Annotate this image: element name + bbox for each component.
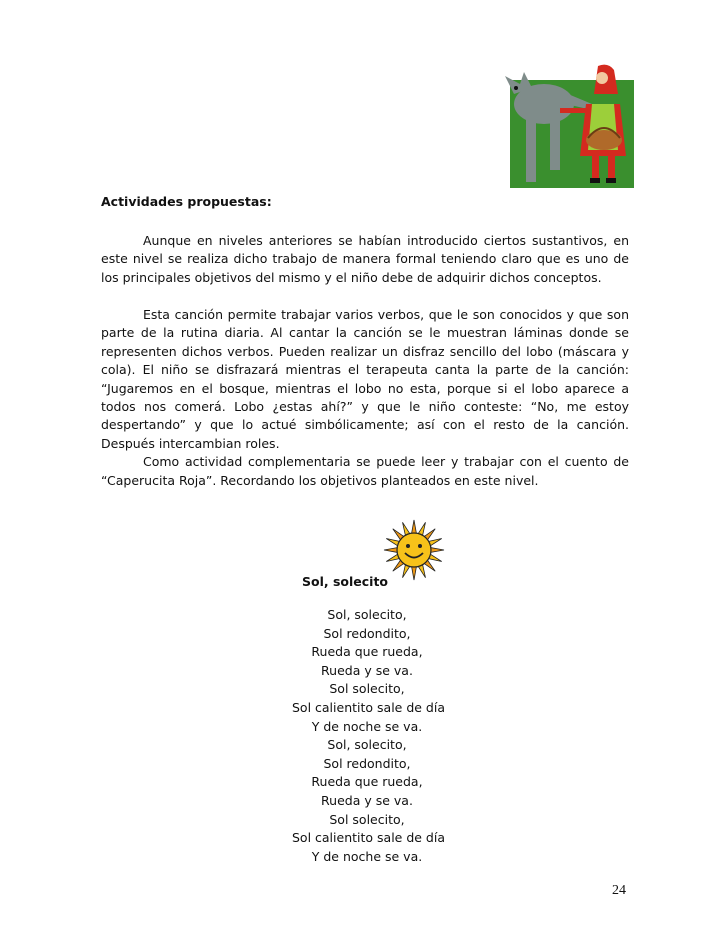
lyric-line: Sol redondito,	[323, 625, 411, 641]
sun-icon	[382, 518, 446, 582]
lyric-line: Sol solecito,	[329, 681, 405, 697]
lyric-line: Sol calientito sale de día	[292, 830, 445, 846]
lyric-line: Sol, solecito,	[327, 607, 407, 622]
paragraph-activity	[101, 306, 629, 490]
lyric-line: Sol, solecito,	[327, 737, 407, 753]
page-number: 24	[612, 883, 626, 898]
paragraph-intro-text: Aunque en niveles anteriores se habían introducido ciertos sustantivos, en este nivel se realiza dicho trabajo de manera formal teniendo claro que es uno de los principales objetivos del mismo y el niño debe de adquirir dichos conceptos.	[101, 233, 629, 285]
sun-face	[397, 533, 431, 567]
paragraph-intro	[101, 232, 629, 287]
song-title: Sol, solecito	[302, 574, 389, 589]
paragraph-activity-text: Esta canción permite trabajar varios verbos, que le son conocidos y que son parte de la rutina diaria. Al cantar la canción se le muestran láminas donde se representen dichos verbos. Pueden realizar un disfraz sencillo del lobo (máscara y cola). El niño se disfrazará mientras el terapeuta canta la parte de la canción: “Jugaremos en el bosque, mientras el lobo no esta, porque si el lobo aparece a todos nos comerá. Lobo ¿estas ahí?” y que le niño conteste: “No, me estoy despertando” y que lo actué simbólicamente; así con el resto de la canción. Después intercambian roles.	[101, 307, 629, 451]
sun-ray	[430, 547, 444, 552]
lyric-line: Sol redondito,	[323, 755, 411, 771]
lyric-line: Sol calientito sale de día	[292, 699, 445, 715]
sun-ray	[384, 547, 398, 552]
sun-ray	[411, 566, 416, 580]
sun-ray	[411, 520, 416, 534]
lyric-line: Rueda que rueda,	[311, 774, 423, 790]
lyric-line: Sol solecito,	[329, 811, 405, 827]
lyric-line: Y de noche se va.	[311, 848, 423, 864]
lyric-line: Rueda que rueda,	[311, 644, 423, 660]
lyric-line: Rueda y se va.	[321, 792, 413, 808]
section-heading: Actividades propuestas:	[101, 194, 272, 209]
lyric-line: Y de noche se va.	[311, 718, 423, 734]
song-lyrics	[292, 606, 445, 866]
lyric-line: Rueda y se va.	[321, 662, 413, 678]
red-riding-hood-illustration	[500, 64, 640, 194]
paragraph-complementary-text: Como actividad complementaria se puede leer y trabajar con el cuento de “Caperucita Roja”. Recordando los objetivos planteados en este nivel.	[101, 454, 629, 488]
